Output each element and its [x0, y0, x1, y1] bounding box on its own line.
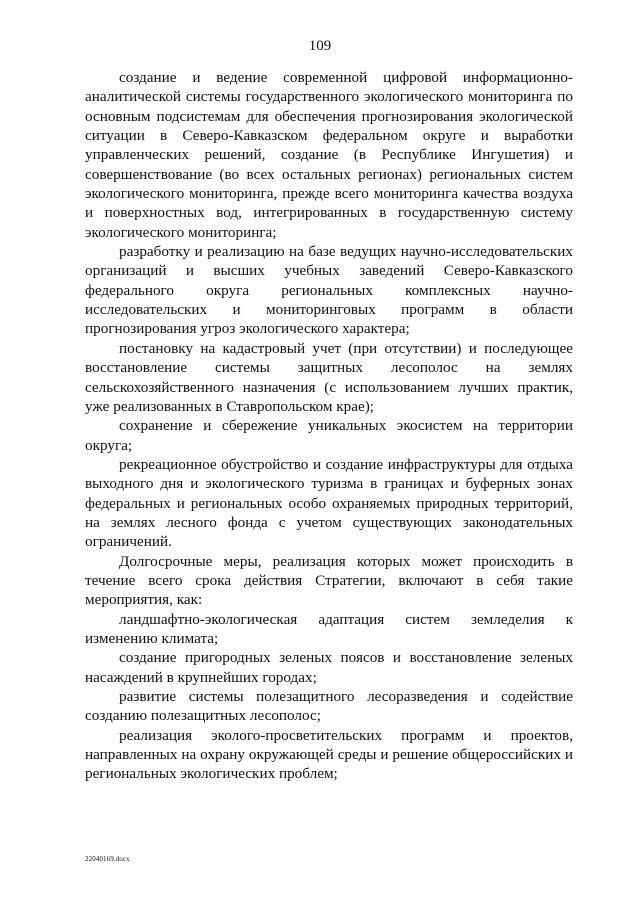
page-number: 109 [308, 38, 332, 54]
paragraph: постановку на кадастровый учет (при отсутствии) и последующее восстановление системы защитных лесополос на землях сельскохозяйственного назначения (с использованием лучших практик, уже реализованных в Ставропольском крае); [85, 339, 573, 415]
paragraph: реализация эколого-просветительских программ и проектов, направленных на охрану окружающей среды и решение общероссийских и региональных экологических проблем; [85, 726, 573, 783]
paragraph: сохранение и сбережение уникальных экосистем на территории округа; [85, 417, 573, 454]
paragraph: рекреационное обустройство и создание инфраструктуры для отдыха выходного дня и экологического туризма в границах и буферных зонах федеральных и региональных особо охраняемых природных территорий, на землях лесного фонда с учетом существующих законодательных ограничений. [85, 455, 573, 551]
paragraph: разработку и реализацию на базе ведущих научно-исследовательских организаций и высших учебных заведений Северо-Кавказского федерального округа региональных комплексных научно-исследовательских и мониторинговых программ в области прогнозирования угроз экологического характера; [85, 243, 573, 338]
paragraph: создание и ведение современной цифровой информационно-аналитической системы государственного экологического мониторинга по основным подсистемам для обеспечения прогнозирования экологической ситуации в Северо-Кавказском федеральном округе и выработки управленческих решений, создание (в Республике Ингушетия) и совершенствование (во всех остальных регионах) региональных систем экологического мониторинга, прежде всего мониторинга качества воздуха и поверхностных вод, интегрированных в государственную систему экологического мониторинга; [85, 69, 573, 241]
paragraph: Долгосрочные меры, реализация которых может происходить в течение всего срока действия Стратегии, включают в себя такие мероприятия, как: [85, 552, 573, 609]
document-filename: 22040169.docx [85, 855, 130, 863]
body-text [85, 68, 573, 784]
paragraph: развитие системы полезащитного лесоразведения и содействие созданию полезащитных лесополос; [85, 688, 573, 725]
paragraph: ландшафтно-экологическая адаптация систем земледелия к изменению климата; [85, 610, 573, 647]
paragraph: создание пригородных зеленых поясов и восстановление зеленых насаждений в крупнейших городах; [85, 649, 573, 686]
